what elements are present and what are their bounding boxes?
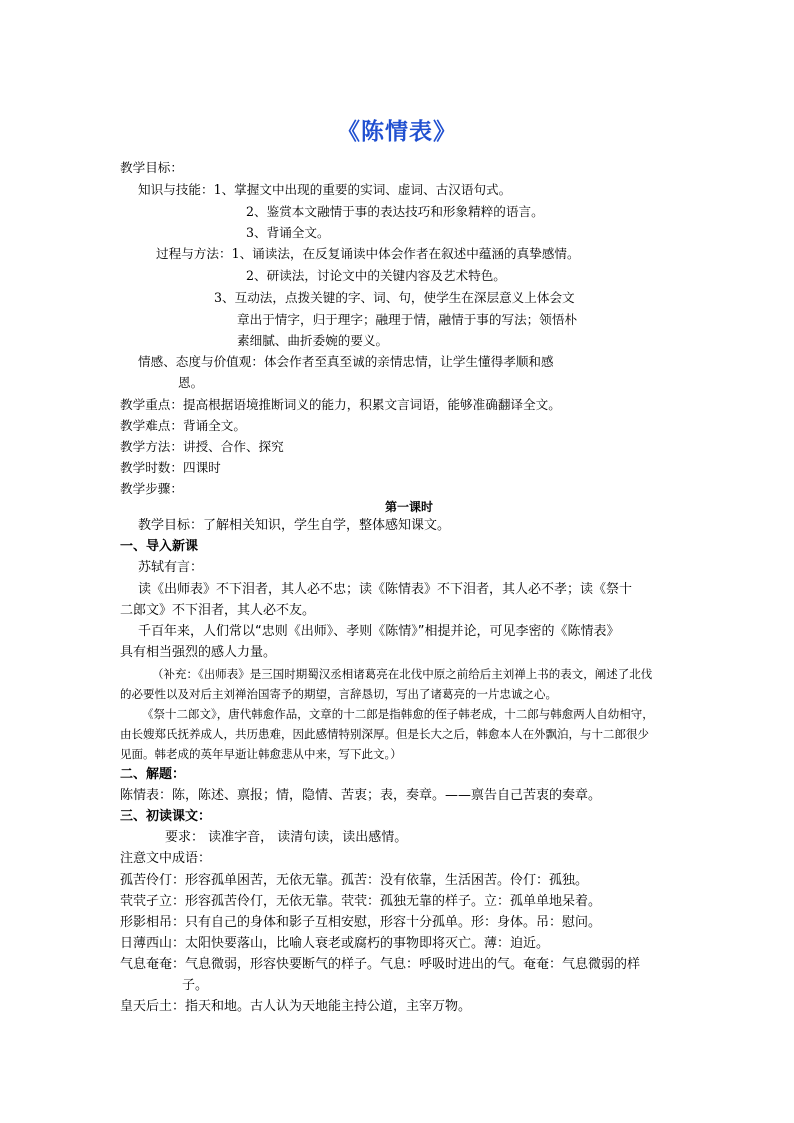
emotion-values-b: 恩。 — [178, 375, 204, 390]
process-method-3a: 3、互动法，点拨关键的字、词、句，使学生在深层意义上体会文 — [214, 290, 575, 305]
idiom-gukulingding: 孤苦伶仃：形容孤单困苦，无依无靠。孤苦：没有依靠，生活困苦。伶仃：孤独。 — [120, 873, 589, 888]
note-chushibiao-b: 的必要性以及对后主刘禅治国寄予的期望，言辞恳切，写出了诸葛亮的一片忠诚之心。 — [120, 687, 557, 701]
idioms-heading: 注意文中成语： — [120, 851, 212, 866]
idiom-huangtianhoutu: 皇天后土：指天和地。古人认为天地能主持公道，主宰万物。 — [120, 999, 472, 1014]
note-jishierlang-b: 由长嫂郑氏抚养成人，共历患难，因此感情特别深厚。但是长大之后，韩愈本人在外飘泊，与十二郎很少 — [120, 727, 649, 741]
section-one-heading: 一、导入新课 — [120, 539, 199, 554]
note-chushibiao-a: （补充：《出师表》是三国时期蜀汉丞相诸葛亮在北伐中原之前给后主刘禅上书的表文，阐述了北伐 — [152, 667, 653, 681]
section-three-heading: 三、初读课文： — [120, 809, 212, 824]
section-two-heading: 二、解题： — [120, 767, 186, 782]
emotion-values-a: 情感、态度与价值观：体会作者至真至诚的亲情忠情，让学生懂得孝顺和感 — [138, 354, 554, 369]
process-method-1: 过程与方法：1、诵读法，在反复诵读中体会作者在叙述中蕴涵的真挚感情。 — [156, 246, 580, 261]
process-method-3b: 章出于情字，归于理字；融理于情，融情于事的写法；领悟朴 — [237, 312, 578, 327]
teaching-key-points: 教学重点：提高根据语境推断词义的能力，积累文言词语，能够准确翻译全文。 — [120, 397, 561, 412]
document-title: 《陈情表》 — [337, 119, 457, 145]
objectives-heading: 教学目标： — [120, 160, 183, 175]
process-method-3c: 素细腻、曲折委婉的要义。 — [237, 333, 389, 348]
lesson-one-heading: 第一课时 — [385, 500, 434, 514]
reading-requirement: 要求： 读准字音， 读清句读，读出感情。 — [165, 830, 408, 845]
idiom-qixiyanyan-b: 子。 — [182, 978, 209, 993]
note-jishierlang-a: 《祭十二郎文》，唐代韩愈作品，文章的十二郎是指韩愈的侄子韩老成，十二郎与韩愈两人自幼相守， — [142, 707, 654, 721]
process-method-2: 2、研读法，讨论文中的关键内容及艺术特色。 — [246, 268, 506, 283]
knowledge-skill-1: 知识与技能：1、掌握文中出现的重要的实词、虚词、古汉语句式。 — [138, 182, 512, 197]
teaching-methods: 教学方法：讲授、合作、探究 — [120, 439, 284, 454]
history-text-a: 千百年来，人们常以“忠则《出师》、孝则《陈情》”相提并论，可见李密的《陈情表》 — [138, 624, 620, 639]
idiom-xingyingxiangdiao: 形影相吊：只有自己的身体和影子互相安慰，形容十分孤单。形：身体。吊：慰问。 — [120, 915, 602, 930]
teaching-hours: 教学时数：四课时 — [120, 460, 221, 475]
teaching-difficulty: 教学难点：背诵全文。 — [120, 418, 246, 433]
knowledge-skill-2: 2、鉴赏本文融情于事的表达技巧和形象精粹的语言。 — [246, 204, 544, 219]
note-jishierlang-c: 见面。韩老成的英年早逝让韩愈悲从中来，写下此文。） — [120, 747, 402, 761]
idiom-qiongqiongjieli: 茕茕孑立：形容孤苦伶仃，无依无靠。茕茕：孤独无靠的样子。立：孤单单地呆着。 — [120, 894, 602, 909]
history-text-b: 具有相当强烈的感人力量。 — [120, 645, 277, 660]
sushi-quote-b: 二郎文》不下泪者，其人必不友。 — [120, 603, 316, 618]
knowledge-skill-3: 3、背诵全文。 — [246, 225, 330, 240]
sushi-quote-a: 读《出师表》不下泪者，其人必不忠；读《陈情表》不下泪者，其人必不孝；读《祭十 — [138, 582, 633, 597]
title-explanation: 陈情表：陈，陈述、禀报；情，隐情、苦衷；表，奏章。——禀告自己苦衷的奏章。 — [120, 788, 602, 803]
idiom-qixiyanyan-a: 气息奄奄：气息微弱，形容快要断气的样子。气息：呼吸时进出的气。奄奄：气息微弱的样 — [120, 957, 641, 972]
sushi-intro: 苏轼有言： — [138, 560, 204, 575]
idiom-ribaoxishan: 日薄西山：太阳快要落山，比喻人衰老或腐朽的事物即将灭亡。薄：迫近。 — [120, 936, 550, 951]
lesson-one-goal: 教学目标：了解相关知识，学生自学，整体感知课文。 — [138, 518, 451, 533]
teaching-steps: 教学步骤： — [120, 481, 183, 496]
